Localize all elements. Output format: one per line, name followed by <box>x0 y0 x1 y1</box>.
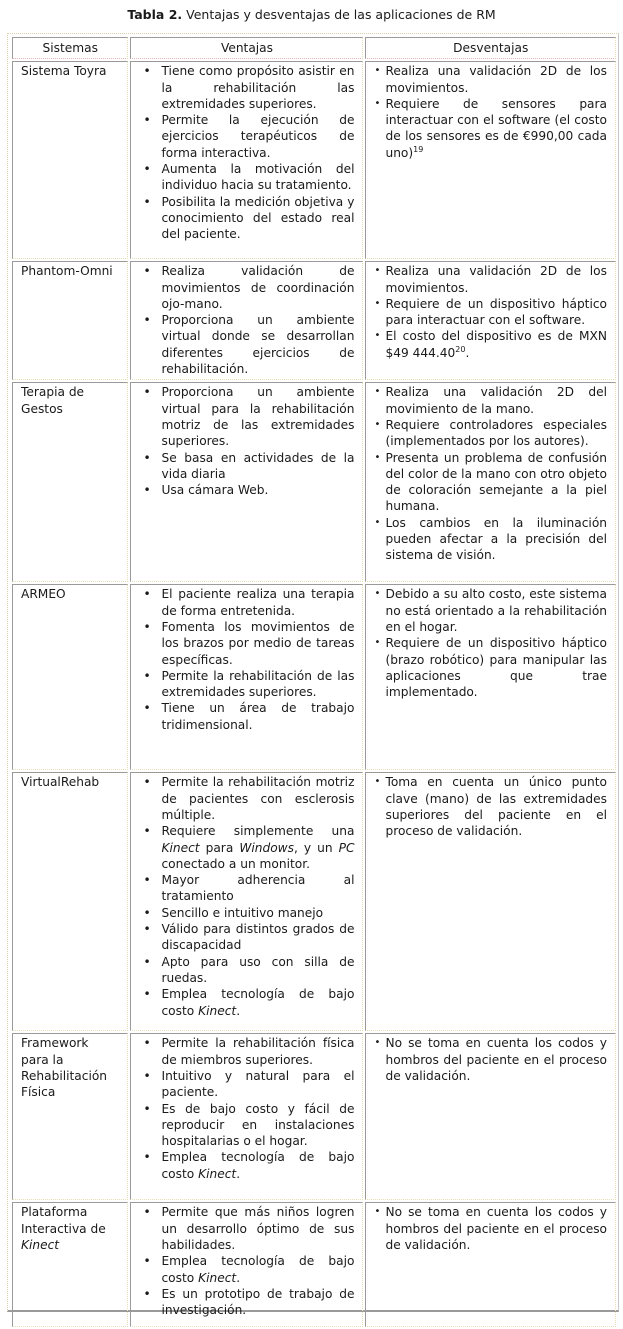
list-item-text: Sencillo e intuitivo manejo <box>161 905 324 920</box>
list-item-text: Realiza una validación 2D de los movimientos. <box>385 64 607 95</box>
list-item <box>374 1035 607 1084</box>
list-item-text: Mayor adherencia al tratamiento <box>161 873 355 904</box>
bullet-icon: • <box>143 1254 151 1269</box>
bullet-icon: • <box>143 619 151 634</box>
system-name-italic: Kinect <box>21 1237 60 1252</box>
list-item-text: Emplea tecnología de bajo costo Kinect. <box>161 1254 355 1285</box>
bullet-icon: • <box>143 1205 151 1220</box>
list-item <box>139 872 354 905</box>
list-item-text: Permite la ejecución de ejercicios terapéuticos de forma interactiva. <box>161 113 355 160</box>
ventajas-list <box>139 586 354 733</box>
bullet-icon: • <box>143 264 151 279</box>
bullet-icon: • <box>143 385 151 400</box>
list-item-text: Válido para distintos grados de discapacidad <box>161 922 355 953</box>
list-item <box>374 384 607 417</box>
bullet-icon: • <box>374 451 381 463</box>
list-item <box>139 63 354 112</box>
list-item <box>139 921 354 954</box>
list-item <box>139 774 354 823</box>
table-row <box>12 61 616 259</box>
desventajas-cell <box>365 1202 616 1327</box>
bullet-icon: • <box>143 668 151 683</box>
ventajas-cell <box>130 1202 363 1327</box>
bullet-icon: • <box>143 701 151 716</box>
bullet-icon: • <box>374 386 381 398</box>
bullet-icon: • <box>374 65 381 77</box>
ventajas-list <box>139 774 354 1018</box>
ventajas-list <box>139 63 354 242</box>
list-item-text: Realiza validación de movimientos de coordinación ojo-mano. <box>161 264 355 311</box>
ventajas-cell <box>130 261 363 380</box>
desventajas-list <box>374 1204 607 1253</box>
list-item-text: Requiere de sensores para interactuar con el software (el costo de los sensores es de €990,00 cada uno) <box>385 96 607 160</box>
list-item <box>139 619 354 668</box>
system-name: VirtualRehab <box>21 775 100 790</box>
desventajas-cell <box>365 261 616 380</box>
list-item <box>374 1204 607 1253</box>
list-item <box>374 586 607 635</box>
list-item-text: Proporciona un ambiente virtual para la rehabilitación motriz de las extremidades superiores. <box>161 385 355 449</box>
list-item-text: Realiza una validación 2D del movimiento de la mano. <box>385 385 607 416</box>
bullet-icon: • <box>143 775 151 790</box>
list-item <box>139 482 354 498</box>
list-item-text: Se basa en actividades de la vida diaria <box>161 450 355 481</box>
list-item: • El costo del dispositivo es de MXN $49 444.40$^{20}$. <box>374 329 607 360</box>
ventajas-cell <box>130 382 363 582</box>
list-item-text: Toma en cuenta un único punto clave (mano) de las extremidades superiores del paciente en el proceso de validación. <box>385 775 607 839</box>
list-item-text: Intuitivo y natural para el paciente. <box>161 1068 355 1100</box>
list-item <box>374 96 607 161</box>
table-caption <box>0 6 623 24</box>
bullet-icon: • <box>143 954 151 969</box>
header-desventajas: Desventajas <box>365 37 616 59</box>
table-row <box>12 1202 616 1327</box>
advantages-table <box>10 35 618 1329</box>
system-name: Sistema Toyra <box>21 64 107 79</box>
list-item-text: Emplea tecnología de bajo costo Kinect. <box>161 1150 355 1181</box>
desventajas-cell <box>365 382 616 582</box>
list-item-text: Apto para uso con silla de ruedas. <box>161 954 355 985</box>
bullet-icon: • <box>374 265 381 277</box>
ventajas-list <box>139 384 354 498</box>
bullet-icon: • <box>143 824 151 839</box>
system-name: ARMEO <box>21 587 66 602</box>
list-item <box>139 700 354 733</box>
bullet-icon: • <box>374 97 381 109</box>
list-item <box>139 1204 354 1253</box>
list-item <box>139 384 354 449</box>
bullet-icon: • <box>143 1101 151 1116</box>
bullet-icon: • <box>143 587 151 602</box>
bullet-icon: • <box>374 588 381 600</box>
list-item <box>139 668 354 701</box>
list-item-text: Posibilita la medición objetiva y conocimiento del estado real del paciente. <box>161 194 355 242</box>
system-cell <box>12 584 128 770</box>
bullet-icon: • <box>143 873 151 888</box>
list-item <box>139 194 354 243</box>
list-item-text: Proporciona un ambiente virtual donde se desarrollan diferentes ejercicios de rehabilitación. <box>161 313 355 377</box>
list-item <box>139 586 354 619</box>
table-frame <box>7 33 619 1318</box>
system-cell <box>12 382 128 582</box>
system-cell <box>12 1202 128 1327</box>
desventajas-cell <box>365 61 616 259</box>
list-item-text: Emplea tecnología de bajo costo Kinect. <box>161 987 355 1018</box>
header-row <box>12 37 616 59</box>
ventajas-cell <box>130 1033 363 1200</box>
list-item <box>374 63 607 96</box>
bullet-icon: • <box>143 113 151 128</box>
ventajas-cell <box>130 772 363 1031</box>
list-item <box>139 1253 354 1286</box>
table-row <box>12 382 616 582</box>
list-item <box>139 954 354 987</box>
system-name: Plataforma Interactiva de <box>21 1205 106 1236</box>
bullet-icon: • <box>374 776 381 788</box>
caption-label: Tabla 2. <box>127 7 183 22</box>
desventajas-cell <box>365 772 616 1031</box>
list-item-text: No se toma en cuenta los codos y hombros del paciente en el proceso de validación. <box>385 1205 607 1252</box>
list-item-text: Aumenta la motivación del individuo hacia su tratamiento. <box>161 162 355 193</box>
desventajas-cell <box>365 1033 616 1200</box>
desventajas-cell <box>365 584 616 770</box>
list-item-text: Permite la rehabilitación motriz de pacientes con esclerosis múltiple. <box>161 775 355 822</box>
desventajas-list <box>374 263 607 361</box>
table-row <box>12 772 616 1031</box>
system-name: Terapia de Gestos <box>21 385 85 416</box>
bullet-icon: • <box>143 1068 151 1083</box>
list-item <box>374 774 607 839</box>
desventajas-list <box>374 586 607 700</box>
ventajas-cell <box>130 584 363 770</box>
table-body <box>12 61 616 1327</box>
bullet-icon: • <box>374 1037 381 1049</box>
list-item <box>139 1035 354 1068</box>
list-item-text: No se toma en cuenta los codos y hombros del paciente en el proceso de validación. <box>385 1036 607 1083</box>
ventajas-list <box>139 1204 354 1318</box>
system-cell <box>12 1033 128 1200</box>
bullet-icon: • <box>143 905 151 920</box>
list-item-text: Es un prototipo de trabajo de investigación. <box>161 1286 355 1318</box>
list-item <box>139 986 354 1019</box>
list-item-text: Requiere controladores especiales (implementados por los autores). <box>385 417 607 449</box>
ventajas-cell <box>130 61 363 259</box>
list-item <box>374 635 607 700</box>
list-item <box>139 112 354 161</box>
list-item-text: Presenta un problema de confusión del color de la mano con otro objeto de coloración semejante a la piel humana. <box>385 450 607 514</box>
list-item-text: Requiere simplemente una Kinect para Windows, y un PC conectado a un monitor. <box>161 824 355 871</box>
bullet-icon: • <box>374 418 381 430</box>
bullet-icon: • <box>143 922 151 937</box>
list-item-text: Tiene como propósito asistir en la rehabilitación las extremidades superiores. <box>161 64 355 111</box>
desventajas-list <box>374 384 607 563</box>
list-item <box>374 515 607 564</box>
bullet-icon: • <box>374 637 381 649</box>
desventajas-list <box>374 63 607 161</box>
list-item-text: Permite la rehabilitación de las extremidades superiores. <box>161 668 355 700</box>
list-item-text: Realiza una validación 2D de los movimientos. <box>385 264 607 295</box>
bullet-icon: • <box>143 483 151 498</box>
ventajas-list <box>139 1035 354 1182</box>
system-name: Framework para la Rehabilitación Física <box>21 1036 108 1100</box>
list-item <box>139 905 354 921</box>
reference-superscript: 20 <box>455 344 466 354</box>
bullet-icon: • <box>143 987 151 1002</box>
list-item-text: Permite la rehabilitación física de miembros superiores. <box>161 1036 355 1067</box>
table-row <box>12 261 616 380</box>
bullet-icon: • <box>143 313 151 328</box>
system-name: Phantom-Omni <box>21 264 113 279</box>
list-item <box>139 263 354 312</box>
list-item <box>139 1068 354 1101</box>
system-cell <box>12 772 128 1031</box>
list-item-text: Requiere de un dispositivo háptico para interactuar con el software. <box>385 296 607 328</box>
list-item <box>374 296 607 329</box>
bullet-icon: • <box>143 162 151 177</box>
table-row <box>12 584 616 770</box>
bullet-icon: • <box>143 1036 151 1051</box>
list-item <box>139 450 354 483</box>
table-row <box>12 1033 616 1200</box>
list-item-text: Requiere de un dispositivo háptico (brazo robótico) para manipular las aplicaciones que trae implementado. <box>385 636 607 700</box>
list-item-text: Es de bajo costo y fácil de reproducir en instalaciones hospitalarias o el hogar. <box>161 1101 355 1149</box>
bullet-icon: • <box>374 297 381 309</box>
bullet-icon: • <box>143 64 151 79</box>
list-item-text: El paciente realiza una terapia de forma entretenida. <box>161 587 355 618</box>
list-item <box>139 1149 354 1182</box>
list-item-text: Debido a su alto costo, este sistema no está orientado a la rehabilitación en el hogar. <box>385 587 607 634</box>
system-cell <box>12 261 128 380</box>
list-item-text: Los cambios en la iluminación pueden afectar a la precisión del sistema de visión. <box>385 515 607 563</box>
bullet-icon: • <box>143 1150 151 1165</box>
bullet-icon: • <box>143 194 151 209</box>
bullet-icon: • <box>374 1206 381 1218</box>
header-ventajas: Ventajas <box>130 37 363 59</box>
list-item-text: Usa cámara Web. <box>161 483 269 498</box>
list-item <box>139 823 354 872</box>
list-item-text: Tiene un área de trabajo tridimensional. <box>161 701 355 732</box>
bullet-icon: • <box>374 516 381 528</box>
bullet-icon: • <box>143 450 151 465</box>
caption-title: Ventajas y desventajas de las aplicaciones de RM <box>186 7 496 22</box>
bullet-icon: • <box>374 330 381 342</box>
list-item-text: El costo del dispositivo es de MXN $49 444.40 <box>385 329 607 360</box>
list-item <box>139 1101 354 1150</box>
list-item <box>374 450 607 515</box>
list-item <box>139 161 354 194</box>
reference-superscript: 19 <box>413 144 424 154</box>
list-item <box>374 263 607 296</box>
list-item-text: Fomenta los movimientos de los brazos por medio de tareas específicas. <box>161 619 355 667</box>
desventajas-list <box>374 774 607 839</box>
header-sistemas: Sistemas <box>12 37 128 59</box>
system-cell <box>12 61 128 259</box>
list-item <box>374 417 607 450</box>
bullet-icon: • <box>143 1286 151 1301</box>
desventajas-list <box>374 1035 607 1084</box>
list-item-text: Permite que más niños logren un desarrollo óptimo de sus habilidades. <box>161 1205 355 1252</box>
ventajas-list <box>139 263 354 377</box>
list-item <box>139 1286 354 1319</box>
list-item <box>139 312 354 377</box>
